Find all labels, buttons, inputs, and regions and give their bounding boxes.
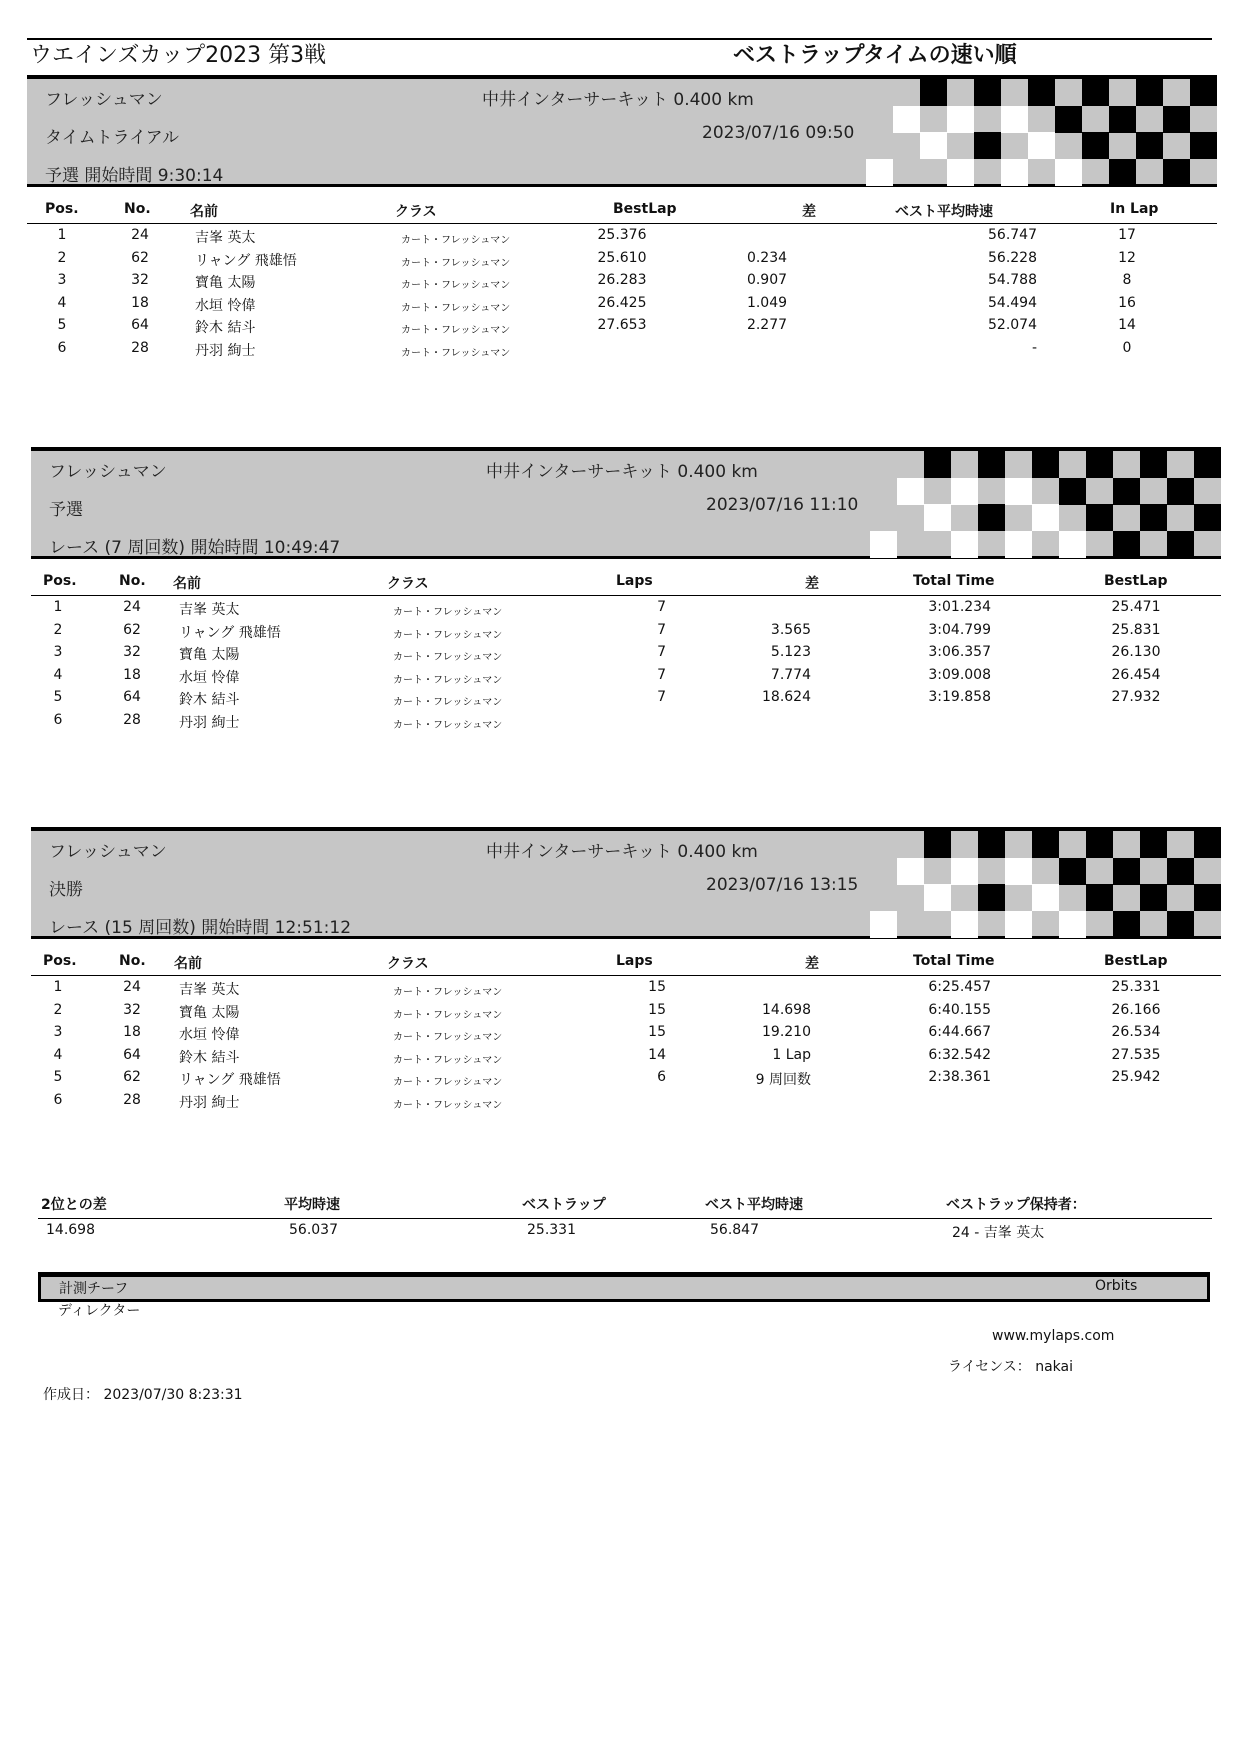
banner-circuit: 中井インターサーキット 0.400 km xyxy=(486,842,758,862)
summary-gap-value: 14.698 xyxy=(46,1222,95,1238)
table-cell: 7 xyxy=(657,689,666,705)
summary-row xyxy=(38,1220,1212,1244)
checkered-flag-graphic xyxy=(681,451,1221,557)
summary-col-avg-speed: 平均時速 xyxy=(284,1197,340,1213)
table-cell: 25.610 xyxy=(597,249,647,266)
col-name: 名前 xyxy=(173,576,201,592)
table-cell: カート・フレッシュマン xyxy=(393,1099,503,1111)
website-link[interactable]: www.mylaps.com xyxy=(992,1328,1115,1344)
table-cell: カート・フレッシュマン xyxy=(393,674,503,686)
table-cell: 寶亀 太陽 xyxy=(179,1004,240,1021)
table-cell: 3 xyxy=(57,272,67,288)
table-cell: 25.942 xyxy=(1111,1069,1161,1085)
table-row xyxy=(31,710,1221,733)
table-cell: 14.698 xyxy=(762,1001,811,1018)
table-cell: 鈴木 結斗 xyxy=(179,1049,240,1066)
table-cell: カート・フレッシュマン xyxy=(401,347,511,359)
col-laps: Laps xyxy=(616,953,653,969)
banner-category: フレッシュマン xyxy=(45,90,163,110)
checkered-flag-graphic xyxy=(677,79,1217,185)
table-cell: 6 xyxy=(57,339,67,356)
table-cell: 27.932 xyxy=(1111,689,1161,705)
table-cell: 6:25.457 xyxy=(928,979,991,995)
table-cell: 62 xyxy=(123,621,141,638)
table-cell: カート・フレッシュマン xyxy=(393,607,503,618)
summary-best-avg-speed-value: 56.847 xyxy=(710,1222,759,1238)
table-cell: 1 xyxy=(53,599,63,615)
banner-circuit: 中井インターサーキット 0.400 km xyxy=(486,462,758,482)
table-cell: 52.074 xyxy=(988,317,1037,333)
banner-datetime: 2023/07/16 13:15 xyxy=(706,875,859,895)
checkered-flag-graphic xyxy=(681,831,1221,937)
col-inlap: In Lap xyxy=(1110,201,1159,217)
table-cell: 7.774 xyxy=(770,666,811,683)
table-cell: 吉峯 英太 xyxy=(179,982,240,998)
table-cell: 6 xyxy=(53,711,63,728)
table-cell: 14 xyxy=(648,1046,666,1063)
table-cell: - xyxy=(1031,339,1037,356)
table-cell: 18 xyxy=(123,1024,141,1040)
table-cell: 吉峯 英太 xyxy=(179,602,240,618)
table-cell: 鈴木 結斗 xyxy=(179,692,240,708)
table-cell: 24 xyxy=(123,599,141,615)
table-cell: カート・フレッシュマン xyxy=(393,1077,503,1088)
table-cell: カート・フレッシュマン xyxy=(401,280,511,291)
table-cell: 3:19.858 xyxy=(928,689,991,705)
table-cell: 26.130 xyxy=(1111,644,1161,660)
document-title: ウエインズカップ2023 第3戦 xyxy=(30,43,327,68)
table-row xyxy=(31,620,1221,643)
table-cell: 丹羽 絢士 xyxy=(195,342,256,359)
table-cell: 24 xyxy=(131,227,149,243)
table-cell: カート・フレッシュマン xyxy=(393,1054,503,1066)
table-row xyxy=(27,270,1217,293)
table-cell: 56.747 xyxy=(988,227,1037,243)
table-cell: カート・フレッシュマン xyxy=(393,987,503,998)
col-no: No. xyxy=(119,573,146,589)
table-cell: カート・フレッシュマン xyxy=(393,1009,503,1021)
timing-chief-bar xyxy=(38,1272,1210,1302)
timing-chief-label: 計測チーフ xyxy=(59,1281,129,1297)
table-cell: 6 xyxy=(53,1091,63,1108)
table-cell: 6:32.542 xyxy=(928,1046,991,1063)
col-diff: 差 xyxy=(805,576,819,592)
table-cell: カート・フレッシュマン xyxy=(401,302,511,314)
table-cell: 4 xyxy=(53,666,63,683)
table-cell: 7 xyxy=(657,644,666,660)
license-text: ライセンス： nakai xyxy=(948,1359,1073,1375)
table-cell: 24 xyxy=(123,979,141,995)
table-cell: 15 xyxy=(648,979,666,995)
table-header xyxy=(27,197,1217,224)
table-cell: 鈴木 結斗 xyxy=(195,320,256,336)
table-cell: 15 xyxy=(648,1024,666,1040)
result-section-timetrial xyxy=(27,75,1217,365)
col-name: 名前 xyxy=(190,204,218,220)
summary-col-best-avg-speed: ベスト平均時速 xyxy=(705,1197,803,1213)
table-cell: 1 xyxy=(53,979,63,995)
section-banner xyxy=(27,75,1217,187)
table-cell: カート・フレッシュマン xyxy=(393,629,503,641)
table-cell: 丹羽 絢士 xyxy=(179,1094,240,1111)
banner-datetime: 2023/07/16 09:50 xyxy=(702,123,855,143)
table-row xyxy=(31,642,1221,665)
table-row xyxy=(27,338,1217,361)
table-cell: 5.123 xyxy=(770,644,811,660)
table-cell: 62 xyxy=(131,249,149,266)
table-cell: 26.534 xyxy=(1111,1024,1161,1040)
table-cell: カート・フレッシュマン xyxy=(401,325,511,336)
table-cell: 26.425 xyxy=(597,294,647,311)
col-pos: Pos. xyxy=(43,573,77,589)
banner-datetime: 2023/07/16 11:10 xyxy=(706,495,859,515)
table-cell: カート・フレッシュマン xyxy=(401,257,511,269)
table-row xyxy=(27,225,1217,248)
summary-col-gap: 2位との差 xyxy=(41,1197,107,1213)
banner-session: 決勝 xyxy=(49,880,83,900)
table-cell: 6:40.155 xyxy=(928,1001,991,1018)
table-cell: 62 xyxy=(123,1069,141,1085)
table-cell: 3:09.008 xyxy=(928,666,991,683)
col-best-avg-speed: ベスト平均時速 xyxy=(895,204,993,220)
table-header xyxy=(31,949,1221,976)
table-cell: 54.494 xyxy=(988,294,1037,311)
table-cell: 5 xyxy=(53,1069,63,1085)
table-cell: 54.788 xyxy=(988,272,1037,288)
table-cell: 水垣 怜偉 xyxy=(179,669,240,686)
col-total-time: Total Time xyxy=(913,953,995,969)
summary-holder-value: 24 - 吉峯 英太 xyxy=(952,1225,1045,1241)
table-cell: 25.471 xyxy=(1111,599,1161,615)
table-cell: 18 xyxy=(131,294,149,311)
document-subtitle: ベストラップタイムの速い順 xyxy=(733,43,1017,68)
table-cell: 18.624 xyxy=(762,689,811,705)
summary-avg-speed-value: 56.037 xyxy=(289,1222,338,1238)
table-cell: 3.565 xyxy=(770,621,811,638)
table-cell: 28 xyxy=(123,1091,141,1108)
table-cell: 19.210 xyxy=(762,1024,811,1040)
table-cell: カート・フレッシュマン xyxy=(393,1032,503,1043)
table-cell: 64 xyxy=(123,1046,141,1063)
table-cell: 64 xyxy=(123,689,141,705)
table-cell: 7 xyxy=(657,666,666,683)
table-cell: 27.653 xyxy=(597,317,647,333)
col-class: クラス xyxy=(387,576,429,592)
table-cell: 7 xyxy=(657,621,666,638)
table-cell: 2 xyxy=(53,1001,63,1018)
col-bestlap: BestLap xyxy=(1104,953,1168,969)
table-row xyxy=(31,597,1221,620)
table-cell: 56.228 xyxy=(988,249,1037,266)
table-cell: 26.283 xyxy=(597,272,647,288)
table-cell: 2.277 xyxy=(746,317,788,333)
banner-start-info: レース (7 周回数) 開始時間 10:49:47 xyxy=(49,538,341,558)
table-cell: 丹羽 絢士 xyxy=(179,714,240,731)
col-pos: Pos. xyxy=(45,201,79,217)
table-cell: 64 xyxy=(131,317,149,333)
table-cell: 25.831 xyxy=(1111,621,1161,638)
table-cell: 26.454 xyxy=(1111,666,1161,683)
created-date: 作成日： 2023/07/30 8:23:31 xyxy=(43,1387,243,1403)
table-cell: 1 xyxy=(57,227,67,243)
table-header xyxy=(31,569,1221,596)
result-section-final xyxy=(31,827,1221,1117)
banner-category: フレッシュマン xyxy=(49,462,167,482)
table-cell: 寶亀 太陽 xyxy=(179,647,240,663)
banner-category: フレッシュマン xyxy=(49,842,167,862)
table-cell: 6 xyxy=(657,1069,666,1085)
table-cell: 5 xyxy=(53,689,63,705)
table-cell: 9 周回数 xyxy=(755,1072,811,1088)
table-cell: 4 xyxy=(57,294,67,311)
table-row xyxy=(31,977,1221,1000)
table-cell: カート・フレッシュマン xyxy=(393,719,503,731)
table-cell: 28 xyxy=(131,339,149,356)
table-cell: 27.535 xyxy=(1111,1046,1161,1063)
col-bestlap: BestLap xyxy=(1104,573,1168,589)
table-cell: 0 xyxy=(1122,339,1132,356)
table-cell: 14 xyxy=(1118,317,1136,333)
table-cell: 28 xyxy=(123,711,141,728)
col-class: クラス xyxy=(395,204,437,220)
table-cell: 2:38.361 xyxy=(928,1069,991,1085)
table-cell: カート・フレッシュマン xyxy=(393,697,503,708)
col-diff: 差 xyxy=(805,956,819,972)
table-row xyxy=(31,1090,1221,1113)
col-no: No. xyxy=(119,953,146,969)
col-total-time: Total Time xyxy=(913,573,995,589)
col-bestlap: BestLap xyxy=(613,201,677,217)
table-cell: リャング 飛雄悟 xyxy=(179,624,281,641)
table-cell: 25.376 xyxy=(597,227,647,243)
table-cell: 25.331 xyxy=(1111,979,1161,995)
summary-bestlap-value: 25.331 xyxy=(527,1222,576,1238)
table-cell: 0.234 xyxy=(746,249,788,266)
banner-circuit: 中井インターサーキット 0.400 km xyxy=(482,90,754,110)
banner-start-info: レース (15 周回数) 開始時間 12:51:12 xyxy=(49,918,352,938)
table-cell: 6:44.667 xyxy=(928,1024,991,1040)
section-banner xyxy=(31,827,1221,939)
col-name: 名前 xyxy=(174,956,202,972)
table-cell: カート・フレッシュマン xyxy=(401,235,511,246)
table-cell: 寶亀 太陽 xyxy=(195,275,256,291)
table-cell: 0.907 xyxy=(746,272,788,288)
table-row xyxy=(31,1067,1221,1090)
table-row xyxy=(31,1045,1221,1068)
table-cell: リャング 飛雄悟 xyxy=(195,252,297,269)
table-row xyxy=(27,248,1217,271)
table-cell: 32 xyxy=(123,1001,141,1018)
table-row xyxy=(31,1000,1221,1023)
banner-session: 予選 xyxy=(49,500,83,520)
table-cell: 18 xyxy=(123,666,141,683)
table-cell: 2 xyxy=(57,249,67,266)
orbits-label: Orbits xyxy=(1095,1278,1138,1294)
table-cell: 水垣 怜偉 xyxy=(195,297,256,314)
table-row xyxy=(31,687,1221,710)
banner-session: タイムトライアル xyxy=(45,128,179,148)
summary-col-holder: ベストラップ保持者： xyxy=(946,1197,1086,1213)
table-cell: 32 xyxy=(131,272,149,288)
table-cell: 8 xyxy=(1122,272,1132,288)
table-cell: 3 xyxy=(53,1024,63,1040)
table-cell: 32 xyxy=(123,644,141,660)
table-cell: 7 xyxy=(657,599,666,615)
table-cell: 3 xyxy=(53,644,63,660)
table-cell: 1.049 xyxy=(746,294,788,311)
col-no: No. xyxy=(124,201,151,217)
col-laps: Laps xyxy=(616,573,653,589)
summary-col-bestlap: ベストラップ xyxy=(522,1197,606,1213)
result-section-qualifying xyxy=(31,447,1221,737)
table-cell: 2 xyxy=(53,621,63,638)
table-cell: 17 xyxy=(1118,227,1136,243)
table-cell: 3:04.799 xyxy=(928,621,991,638)
table-row xyxy=(27,293,1217,316)
table-cell: 1 Lap xyxy=(772,1046,811,1063)
table-cell: 水垣 怜偉 xyxy=(179,1027,240,1043)
table-cell: 3:06.357 xyxy=(928,644,991,660)
director-label: ディレクター xyxy=(58,1303,141,1319)
table-cell: 5 xyxy=(57,317,67,333)
section-banner xyxy=(31,447,1221,559)
col-pos: Pos. xyxy=(43,953,77,969)
summary-header xyxy=(38,1190,1212,1219)
table-cell: 15 xyxy=(648,1001,666,1018)
banner-start-info: 予選 開始時間 9:30:14 xyxy=(45,166,224,186)
col-diff: 差 xyxy=(802,204,816,220)
col-class: クラス xyxy=(387,956,429,972)
table-cell: カート・フレッシュマン xyxy=(393,652,503,663)
table-cell: 12 xyxy=(1118,249,1136,266)
table-cell: 3:01.234 xyxy=(928,599,991,615)
table-cell: 吉峯 英太 xyxy=(195,230,256,246)
table-row xyxy=(27,315,1217,338)
table-cell: 4 xyxy=(53,1046,63,1063)
table-row xyxy=(31,665,1221,688)
table-cell: リャング 飛雄悟 xyxy=(179,1072,281,1088)
table-cell: 26.166 xyxy=(1111,1001,1161,1018)
table-cell: 16 xyxy=(1118,294,1136,311)
table-row xyxy=(31,1022,1221,1045)
